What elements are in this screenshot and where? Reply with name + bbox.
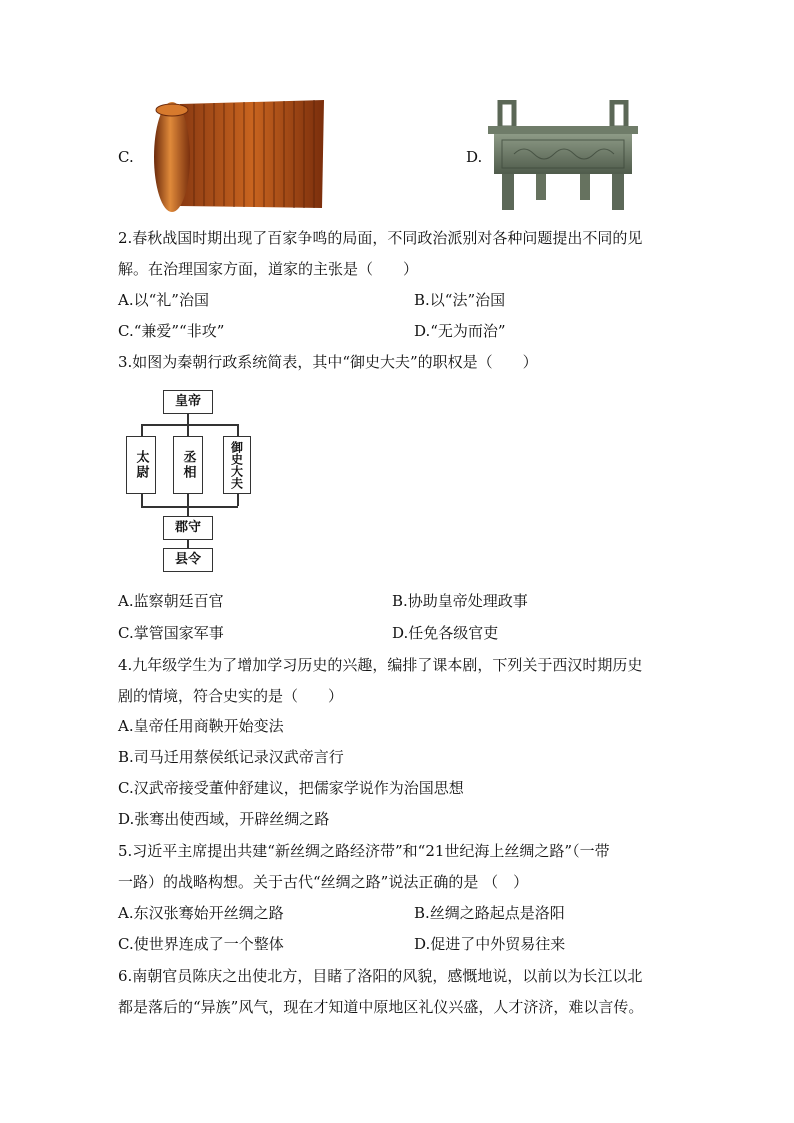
- q3-stem: 3.如图为秦朝行政系统简表，其中“御史大夫”的职权是（ ）: [118, 353, 538, 371]
- q3-option-c: C.掌管国家军事: [118, 624, 224, 642]
- q5-option-d: D.促进了中外贸易往来: [414, 935, 566, 953]
- option-c-label: C.: [118, 148, 134, 166]
- q5-option-c: C.使世界连成了一个整体: [118, 935, 284, 953]
- q2-option-b: B.以“法”治国: [414, 291, 506, 309]
- q4-option-b: B.司马迁用蔡侯纸记录汉武帝言行: [118, 748, 344, 766]
- q2-option-c: C.“兼爱”“非攻”: [118, 322, 225, 340]
- q3-option-b: B.协助皇帝处理政事: [392, 592, 528, 610]
- chart-junshou-box: 郡守: [163, 516, 213, 540]
- q5-option-a: A.东汉张骞始开丝绸之路: [118, 904, 284, 922]
- qin-admin-chart: [124, 388, 254, 576]
- q4-stem-line2: 剧的情境，符合史实的是（ ）: [118, 687, 344, 705]
- q6-stem-line1: 6.南朝官员陈庆之出使北方，目睹了洛阳的风貌，感慨地说，以前以为长江以北: [118, 967, 643, 985]
- q3-option-a: A.监察朝廷百官: [118, 592, 224, 610]
- q5-stem-line2: 一路）的战略构想。关于古代“丝绸之路”说法正确的是 （ ）: [118, 873, 529, 891]
- chart-chengxiang-box: 丞相: [173, 436, 203, 494]
- q2-stem-line1: 2.春秋战国时期出现了百家争鸣的局面，不同政治派别对各种问题提出不同的见: [118, 229, 643, 247]
- q2-stem-line2: 解。在治理国家方面，道家的主张是（ ）: [118, 260, 419, 278]
- bamboo-slips-image: [150, 100, 326, 214]
- q4-option-c: C.汉武帝接受董仲舒建议，把儒家学说作为治国思想: [118, 779, 464, 797]
- q3-option-d: D.任免各级官吏: [392, 624, 499, 642]
- q4-option-d: D.张骞出使西域，开辟丝绸之路: [118, 810, 330, 828]
- bronze-ding-image: [484, 100, 642, 212]
- q4-stem-line1: 4.九年级学生为了增加学习历史的兴趣，编排了课本剧，下列关于西汉时期历史: [118, 656, 643, 674]
- q5-stem-line1: 5.习近平主席提出共建“新丝绸之路经济带”和“21世纪海上丝绸之路”（一带: [118, 842, 610, 860]
- q2-option-d: D.“无为而治”: [414, 322, 506, 340]
- chart-emperor-box: 皇帝: [163, 390, 213, 414]
- option-d-label: D.: [466, 148, 483, 166]
- q4-option-a: A.皇帝任用商鞅开始变法: [118, 717, 284, 735]
- chart-taiwei-box: 太尉: [126, 436, 156, 494]
- chart-yushi-box: 御史大夫: [223, 436, 251, 494]
- q6-stem-line2: 都是落后的“异族”风气，现在才知道中原地区礼仪兴盛，人才济济，难以言传。: [118, 998, 644, 1016]
- q5-option-b: B.丝绸之路起点是洛阳: [414, 904, 565, 922]
- q2-option-a: A.以“礼”治国: [118, 291, 209, 309]
- chart-xianling-box: 县令: [163, 548, 213, 572]
